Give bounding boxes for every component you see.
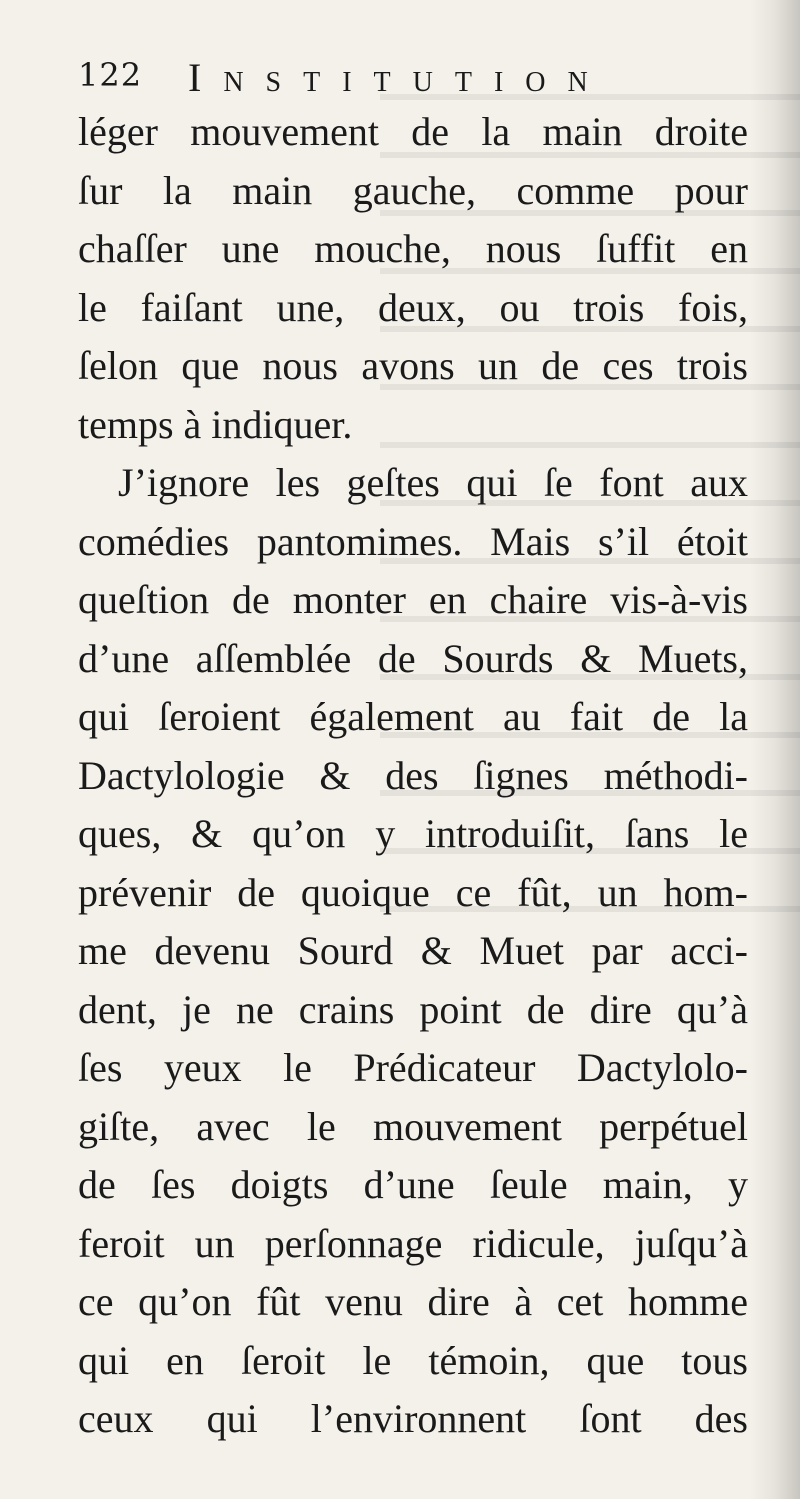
text-line: ce qu’on fût venu dire à cet homme <box>78 1279 748 1324</box>
text-line-paragraph-start: J’ignore les geſtes qui ſe font aux <box>118 460 748 505</box>
text-line: le faiſant une, deux, ou trois fois, <box>78 284 748 330</box>
text-line: qui ſeroient également au fait de la <box>78 694 748 739</box>
body-text <box>78 103 748 1449</box>
text-line: ques, & qu’on y introduiſit, ſans le <box>78 811 748 856</box>
text-line-paragraph-end: temps à indiquer. <box>78 401 353 447</box>
page-gutter-shadow <box>750 0 800 1499</box>
text-line: feroit un perſonnage ridicule, juſqu’à <box>78 1220 748 1266</box>
running-head: Institution <box>188 55 610 100</box>
text-line: de ſes doigts d’une ſeule main, y <box>78 1162 748 1207</box>
text-line: giſte, avec le mouvement perpétuel <box>78 1103 748 1149</box>
text-line: ſes yeux le Prédicateur Dactylolo- <box>78 1045 748 1090</box>
text-line: Dactylologie & des ſignes méthodi- <box>78 752 748 798</box>
text-line: léger mouvement de la main droite <box>78 109 748 154</box>
text-line: dent, je ne crains point de dire qu’à <box>78 986 748 1032</box>
text-line: comédies pantomimes. Mais s’il étoit <box>78 518 748 564</box>
text-line: ſur la main gauche, comme pour <box>78 167 748 213</box>
text-line: d’une aſſemblée de Sourds & Muets, <box>78 635 748 681</box>
text-line: prévenir de quoique ce fût, un hom- <box>78 869 748 915</box>
text-line: ſelon que nous avons un de ces trois <box>78 343 748 388</box>
text-line: chaſſer une mouche, nous ſuffit en <box>78 226 748 271</box>
text-line: queſtion de monter en chaire vis-à-vis <box>78 577 748 622</box>
page-header <box>78 48 758 100</box>
text-line: qui en ſeroit le témoin, que tous <box>78 1337 748 1383</box>
text-line: ceux qui l’environnent ſont des <box>78 1396 748 1441</box>
text-line: me devenu Sourd & Muet par acci- <box>78 928 748 973</box>
page-number: 122 <box>78 56 143 94</box>
